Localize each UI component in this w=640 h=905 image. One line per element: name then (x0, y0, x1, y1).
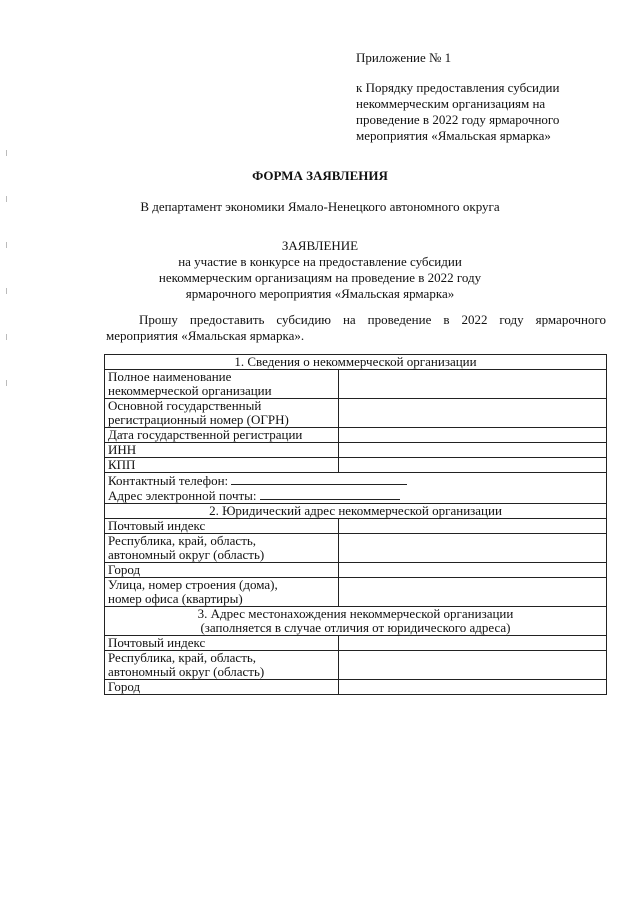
table-row (105, 563, 607, 578)
legal-region-field[interactable] (339, 534, 607, 563)
form-title: ФОРМА ЗАЯВЛЕНИЯ (252, 168, 388, 183)
full-name-field[interactable] (339, 370, 607, 399)
table-row (105, 636, 607, 651)
request-paragraph: Прошу предоставить субсидию на проведение в 2022 году ярмарочного мероприятия «Ямальская ярмарка». (106, 312, 606, 343)
statement-line: некоммерческим организациям на проведение в 2022 году (158, 270, 482, 285)
field-label: Город (105, 680, 339, 695)
table-row (105, 607, 607, 636)
table-row (105, 458, 607, 473)
label-line: регистрационный номер (ОГРН) (108, 412, 289, 427)
field-label (105, 651, 339, 680)
table-row (105, 399, 607, 428)
email-label: Адрес электронной почты: (108, 488, 257, 503)
label-line: автономный округ (область) (108, 547, 265, 562)
actual-postal-code-field[interactable] (339, 636, 607, 651)
label-line: Республика, край, область, (108, 650, 257, 665)
registration-date-field[interactable] (339, 428, 607, 443)
statement-heading: ЗАЯВЛЕНИЕ (281, 238, 359, 253)
table-row (105, 355, 607, 370)
department-addressee: В департамент экономики Ямало-Ненецкого автономного округа (140, 199, 500, 214)
field-label: Почтовый индекс (105, 519, 339, 534)
actual-city-field[interactable] (339, 680, 607, 695)
phone-field[interactable] (231, 473, 407, 485)
appendix-title: Приложение № 1 (356, 50, 452, 65)
phone-label: Контактный телефон: (108, 473, 229, 488)
section-header: 1. Сведения о некоммерческой организации (105, 355, 607, 370)
table-row (105, 428, 607, 443)
legal-street-field[interactable] (339, 578, 607, 607)
application-form-table (104, 354, 607, 695)
appendix-line: к Порядку предоставления субсидии (356, 80, 560, 95)
table-row (105, 578, 607, 607)
label-line: автономный округ (область) (108, 664, 265, 679)
table-row (105, 534, 607, 563)
field-label: Дата государственной регистрации (105, 428, 339, 443)
field-label (105, 399, 339, 428)
label-line: некоммерческой организации (108, 383, 272, 398)
email-line (108, 488, 603, 503)
field-label (105, 534, 339, 563)
ogrn-field[interactable] (339, 399, 607, 428)
label-line: Полное наименование (108, 369, 232, 384)
table-row (105, 370, 607, 399)
section-header-line: (заполняется в случае отличия от юридического адреса) (200, 620, 511, 635)
table-row (105, 504, 607, 519)
appendix-note (356, 50, 606, 144)
label-line: номер офиса (квартиры) (108, 591, 243, 606)
table-row (105, 680, 607, 695)
table-row (105, 443, 607, 458)
inn-field[interactable] (339, 443, 607, 458)
legal-city-field[interactable] (339, 563, 607, 578)
label-line: Основной государственный (108, 398, 262, 413)
appendix-line: мероприятия «Ямальская ярмарка» (356, 128, 551, 143)
contact-cell (105, 473, 607, 504)
statement-heading-block (0, 238, 640, 302)
kpp-field[interactable] (339, 458, 607, 473)
table-row (105, 473, 607, 504)
field-label (105, 578, 339, 607)
field-label: Почтовый индекс (105, 636, 339, 651)
section-header (105, 607, 607, 636)
statement-line: на участие в конкурсе на предоставление субсидии (178, 254, 462, 269)
section-header-line: 3. Адрес местонахождения некоммерческой организации (197, 606, 514, 621)
table-row (105, 651, 607, 680)
section-header: 2. Юридический адрес некоммерческой организации (105, 504, 607, 519)
field-label: Город (105, 563, 339, 578)
field-label: КПП (105, 458, 339, 473)
legal-postal-code-field[interactable] (339, 519, 607, 534)
table-row (105, 519, 607, 534)
appendix-line: некоммерческим организациям на (356, 96, 546, 111)
field-label: ИНН (105, 443, 339, 458)
field-label (105, 370, 339, 399)
label-line: Республика, край, область, (108, 533, 257, 548)
email-field[interactable] (260, 488, 400, 500)
phone-line (108, 473, 603, 488)
label-line: Улица, номер строения (дома), (108, 577, 278, 592)
actual-region-field[interactable] (339, 651, 607, 680)
statement-line: ярмарочного мероприятия «Ямальская ярмарка» (185, 286, 455, 301)
appendix-line: проведение в 2022 году ярмарочного (356, 112, 560, 127)
